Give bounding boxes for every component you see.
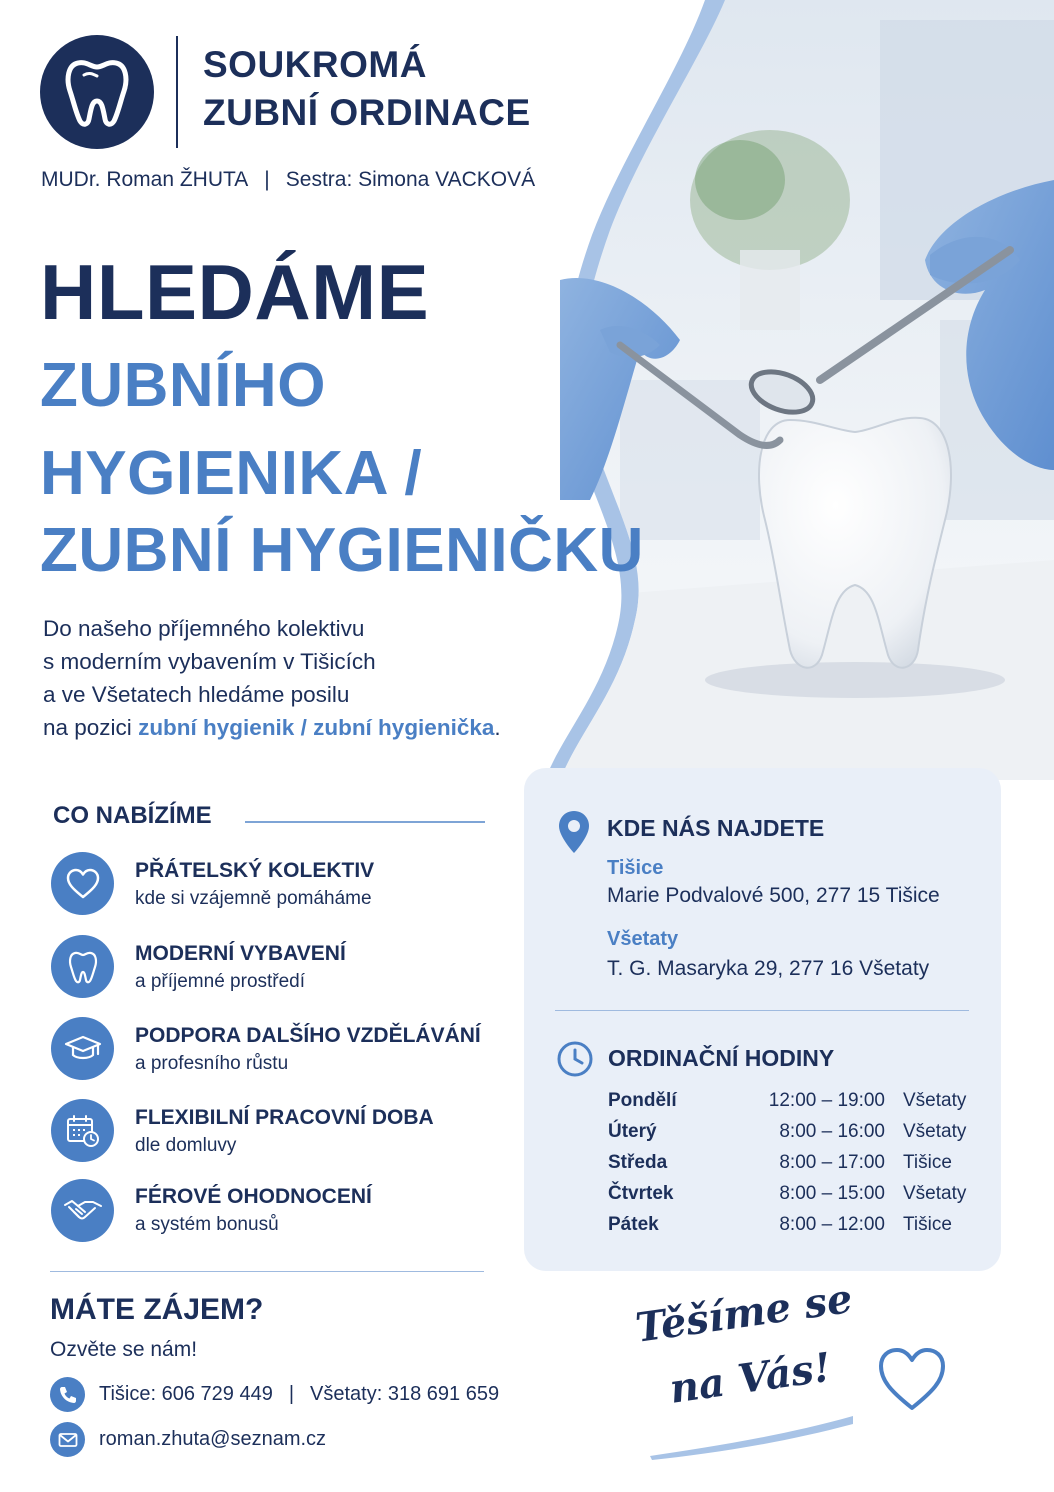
hours-day: Středa: [608, 1152, 668, 1173]
intro-prefix: na pozici: [43, 715, 139, 740]
envelope-icon: [58, 1432, 78, 1448]
clinic-name-line1: SOUKROMÁ: [203, 44, 427, 85]
offer-title: PODPORA DALŠÍHO VZDĚLÁVÁNÍ: [135, 1024, 481, 1047]
offer-title: PŘÁTELSKÝ KOLEKTIV: [135, 859, 375, 882]
contact-divider: [50, 1271, 484, 1272]
phone-separator: |: [288, 1383, 295, 1405]
intro-line: s moderním vybavením v Tišicích: [43, 649, 376, 674]
calendar-clock-icon: [65, 1113, 101, 1149]
offers-title: CO NABÍZÍME: [53, 802, 212, 829]
offer-subtitle: dle domluvy: [135, 1135, 237, 1156]
hours-day: Čtvrtek: [608, 1183, 674, 1204]
clinic-name-line2: ZUBNÍ ORDINACE: [203, 92, 531, 133]
hours-day: Úterý: [608, 1121, 657, 1142]
offers-title-rule: [245, 821, 485, 823]
headline-position-line2: HYGIENIKA /: [40, 439, 423, 508]
offer-icon-badge: [51, 1017, 114, 1080]
phone-icon: [58, 1385, 78, 1405]
heart-outline-icon: [876, 1344, 948, 1414]
nurse-name: Sestra: Simona VACKOVÁ: [285, 168, 536, 191]
staff-separator: |: [264, 168, 270, 191]
location-address: T. G. Masaryka 29, 277 16 Všetaty: [607, 957, 930, 980]
intro-paragraph: [43, 612, 563, 744]
offer-title: FÉROVÉ OHODNOCENÍ: [135, 1185, 372, 1208]
hours-place: Tišice: [903, 1214, 952, 1235]
tooth-icon: [64, 57, 130, 127]
closing-line1: Těšíme se: [632, 1274, 856, 1352]
graduation-cap-icon: [64, 1034, 102, 1064]
location-name: Všetaty: [607, 928, 679, 950]
offer-icon-badge: [51, 1179, 114, 1242]
headline-position-line3: ZUBNÍ HYGIENIČKU: [40, 516, 644, 585]
hours-row: [608, 1121, 978, 1149]
hours-time: 8:00 – 16:00: [779, 1121, 885, 1142]
doctor-name: MUDr. Roman ŽHUTA: [41, 168, 249, 191]
offer-subtitle: a příjemné prostředí: [135, 971, 306, 992]
closing-brush-stroke: [648, 1412, 858, 1462]
hours-row: [608, 1152, 978, 1180]
hours-place: Všetaty: [903, 1121, 967, 1142]
intro-position-highlight: zubní hygienik / zubní hygienička: [138, 715, 495, 740]
hours-place: Tišice: [903, 1152, 952, 1173]
contact-subtitle: Ozvěte se nám!: [50, 1338, 198, 1361]
offer-icon-badge: [51, 935, 114, 998]
email-icon-badge: [50, 1422, 85, 1457]
handshake-icon: [63, 1196, 103, 1226]
logo-divider: [176, 36, 178, 148]
offer-subtitle: a profesního růstu: [135, 1053, 289, 1074]
map-pin-icon: [557, 809, 591, 855]
clock-icon: [556, 1040, 594, 1078]
offer-icon-badge: [51, 1099, 114, 1162]
email-link[interactable]: roman.zhuta@seznam.cz: [99, 1428, 327, 1450]
offer-title: MODERNÍ VYBAVENÍ: [135, 942, 346, 965]
hours-time: 12:00 – 19:00: [768, 1090, 885, 1111]
headline-position-line1: ZUBNÍHO: [40, 351, 326, 420]
hours-row: [608, 1090, 978, 1118]
staff-line: [41, 168, 535, 192]
locations-title: KDE NÁS NAJDETE: [607, 815, 825, 841]
offer-subtitle: a systém bonusů: [135, 1214, 279, 1235]
intro-line: Do našeho příjemného kolektivu: [43, 616, 365, 641]
hours-place: Všetaty: [903, 1090, 967, 1111]
tooth-icon: [68, 950, 98, 984]
phone-tisice[interactable]: Tišice: 606 729 449: [99, 1383, 273, 1405]
phone-icon-badge: [50, 1377, 85, 1412]
hours-time: 8:00 – 12:00: [779, 1214, 885, 1235]
location-name: Tišice: [607, 857, 664, 879]
card-divider: [555, 1010, 969, 1011]
hours-row: [608, 1214, 978, 1242]
offer-icon-badge: [51, 852, 114, 915]
contact-title: MÁTE ZÁJEM?: [50, 1293, 264, 1326]
hours-day: Pátek: [608, 1214, 659, 1235]
heart-icon: [65, 868, 101, 900]
hours-title: ORDINAČNÍ HODINY: [608, 1045, 835, 1071]
hours-place: Všetaty: [903, 1183, 967, 1204]
intro-suffix: .: [494, 715, 501, 740]
intro-line: a ve Všetatech hledáme posilu: [43, 682, 350, 707]
hours-row: [608, 1183, 978, 1211]
phone-numbers: [99, 1383, 499, 1406]
headline-main: HLEDÁME: [40, 248, 430, 336]
intro-line: [43, 711, 563, 744]
closing-line2: na Vás!: [666, 1343, 834, 1413]
phone-vsetaty[interactable]: Všetaty: 318 691 659: [310, 1383, 500, 1405]
location-address: Marie Podvalové 500, 277 15 Tišice: [607, 884, 940, 907]
offer-title: FLEXIBILNÍ PRACOVNÍ DOBA: [135, 1106, 434, 1129]
offer-subtitle: kde si vzájemně pomáháme: [135, 888, 372, 909]
hours-day: Pondělí: [608, 1090, 677, 1111]
hours-time: 8:00 – 15:00: [779, 1183, 885, 1204]
hours-time: 8:00 – 17:00: [779, 1152, 885, 1173]
clinic-logo: [40, 35, 154, 149]
